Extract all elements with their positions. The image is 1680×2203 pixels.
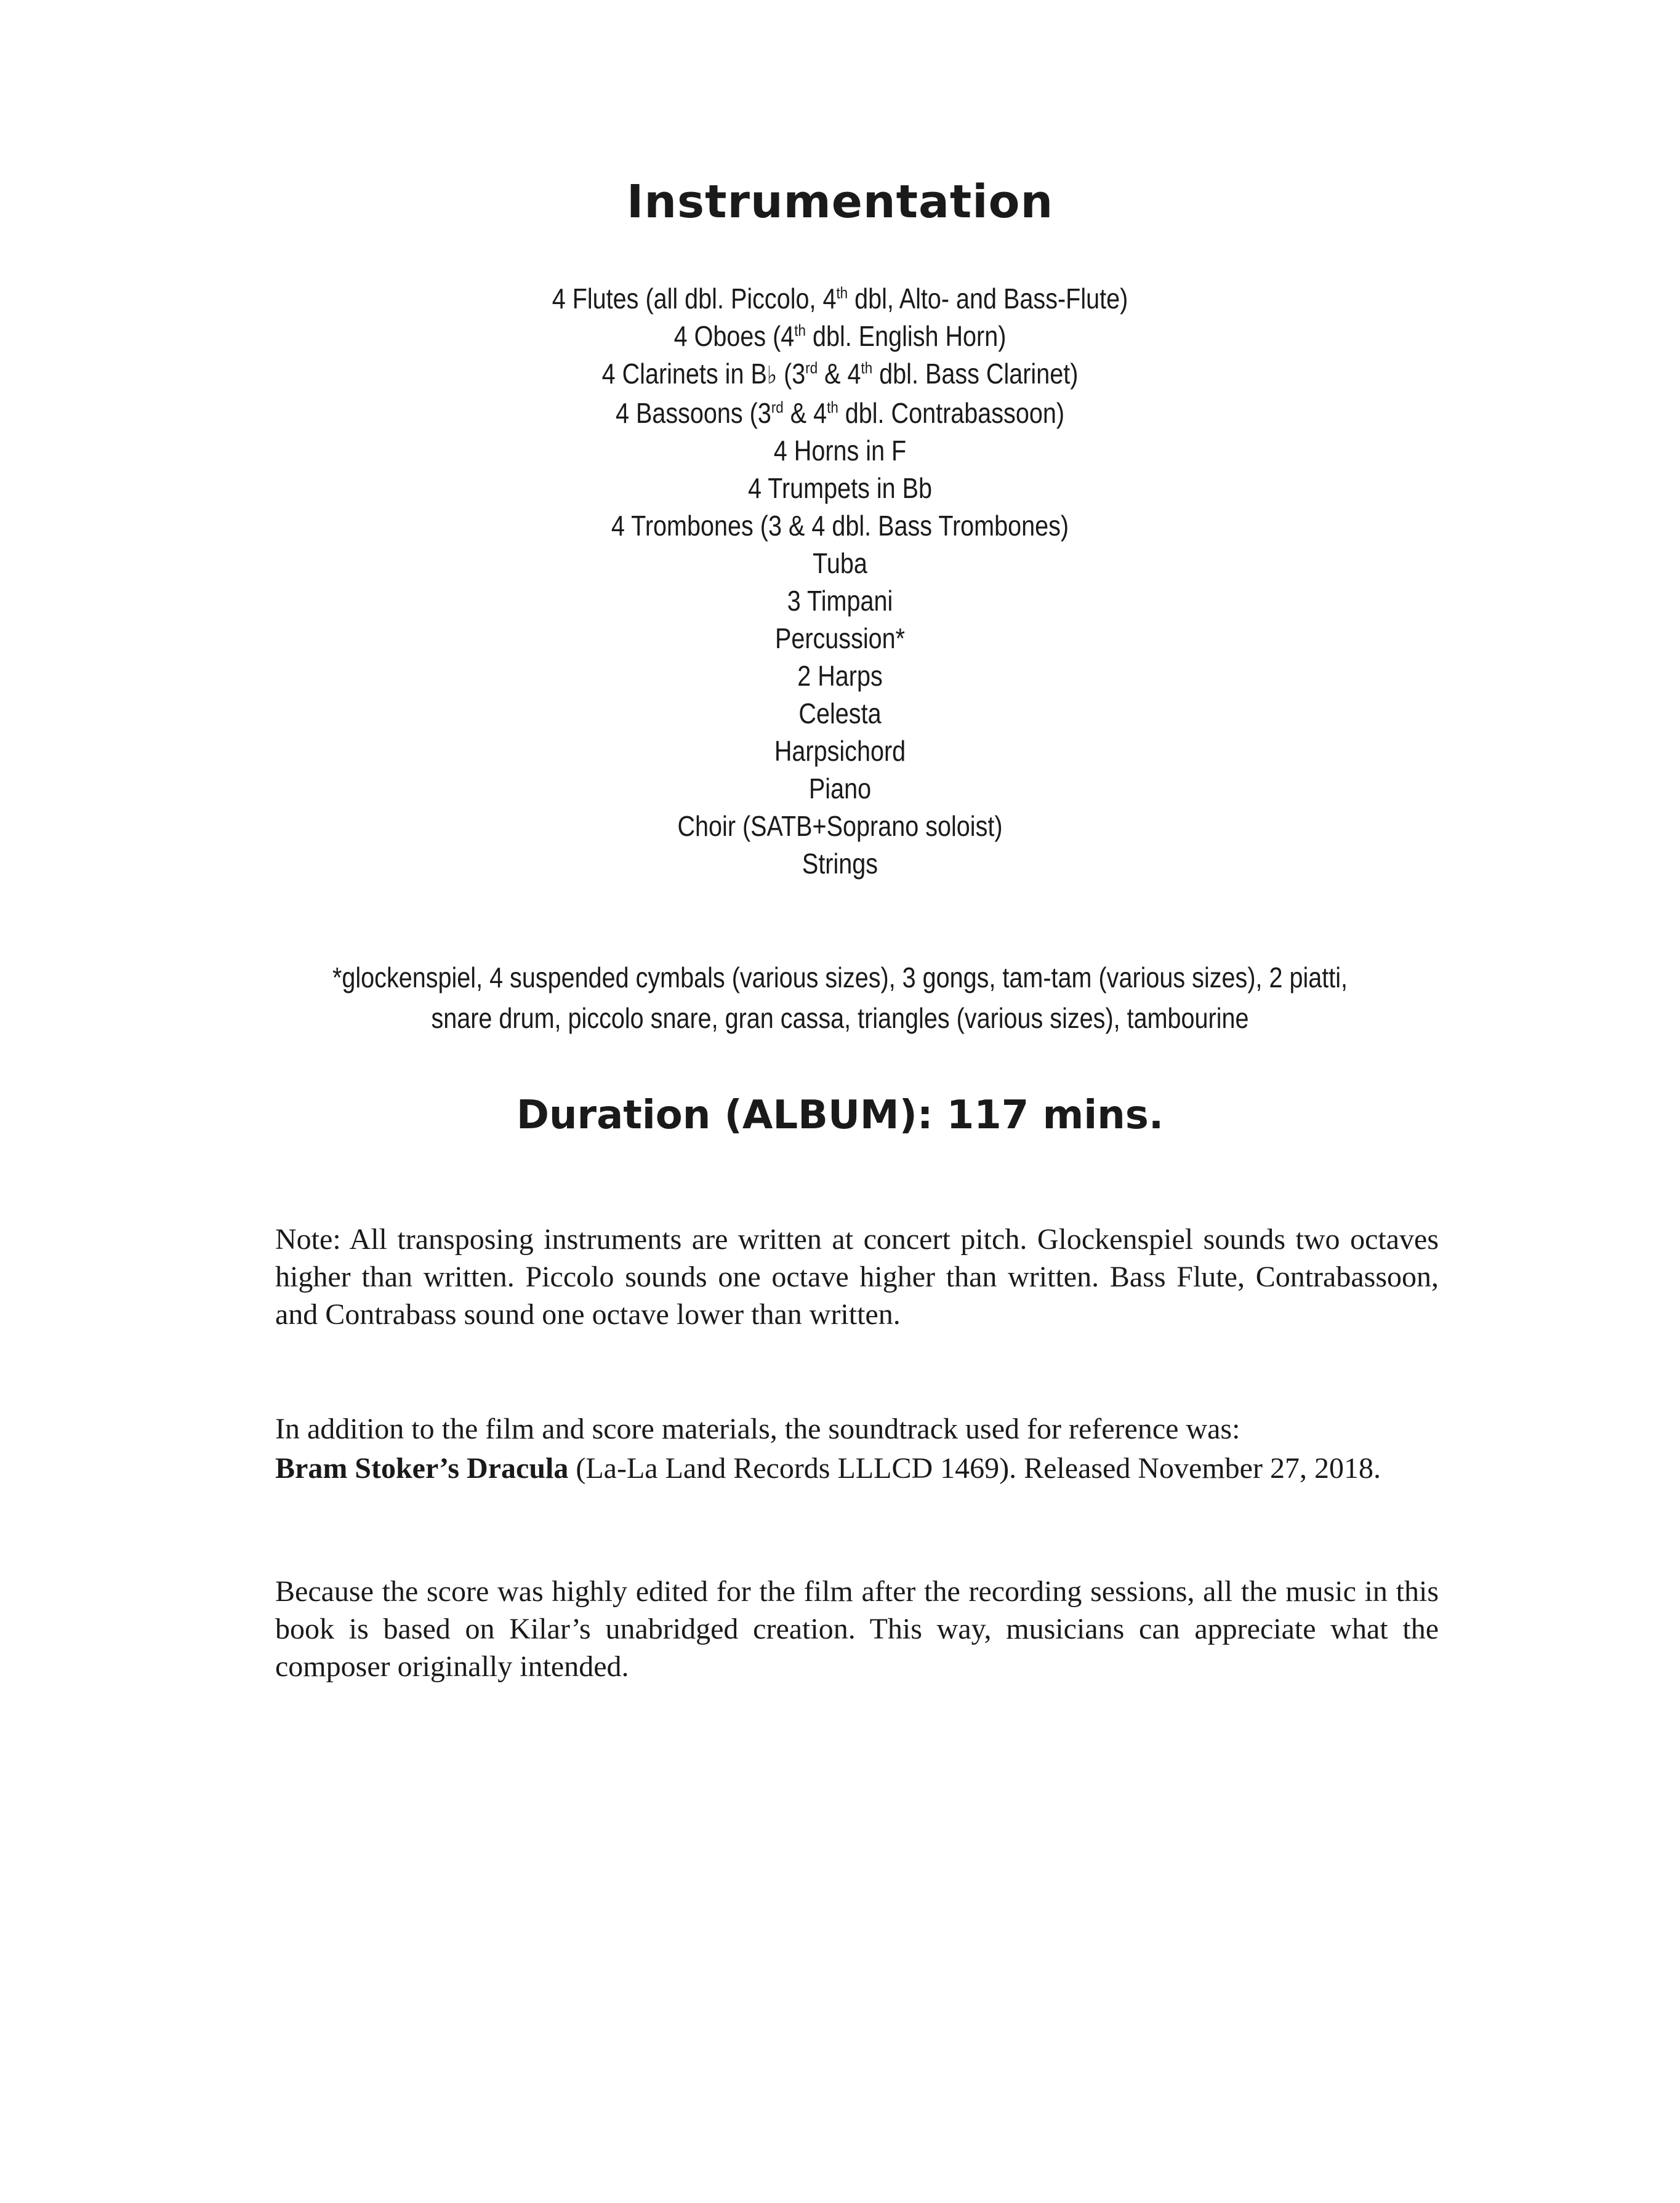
instrument-harpsichord: Harpsichord <box>774 735 906 767</box>
reference-paragraph <box>275 1410 1439 1488</box>
instrument-choir: Choir (SATB+Soprano soloist) <box>677 810 1003 842</box>
duration-heading: Duration (ALBUM): 117 mins. <box>516 1093 1164 1138</box>
instrument-list <box>118 280 1562 883</box>
instrument-horns: 4 Horns in F <box>773 435 907 467</box>
instrument-flutes: 4 Flutes (all dbl. Piccolo, 4th dbl, Alto- and Bass-Flute) <box>552 283 1128 315</box>
percussion-line-1: *glockenspiel, 4 suspended cymbals (various sizes), 3 gongs, tam-tam (various sizes), 2 piatti, <box>332 961 1348 993</box>
instrument-piano: Piano <box>808 772 872 805</box>
instrument-timpani: 3 Timpani <box>787 585 893 617</box>
instrument-harps: 2 Harps <box>797 660 883 692</box>
instrument-celesta: Celesta <box>798 697 882 729</box>
percussion-line-2: snare drum, piccolo snare, gran cassa, triangles (various sizes), tambourine <box>431 1002 1249 1034</box>
instrument-oboes: 4 Oboes (4th dbl. English Horn) <box>673 320 1007 352</box>
instrument-bassoons: 4 Bassoons (3rd & 4th dbl. Contrabassoon) <box>615 397 1065 429</box>
percussion-footnote <box>118 957 1562 1038</box>
note-label: Note <box>275 1223 333 1256</box>
instrument-trumpets: 4 Trumpets in Bb <box>747 472 933 504</box>
flat-sign: ♭ <box>766 361 778 390</box>
instrument-tuba: Tuba <box>813 547 867 579</box>
transposition-note <box>275 1221 1439 1333</box>
instrument-trombones: 4 Trombones (3 & 4 dbl. Bass Trombones) <box>611 510 1069 542</box>
page-title: Instrumentation <box>626 175 1054 228</box>
album-details: (La-La Land Records LLLCD 1469). Released November 27, 2018. <box>568 1452 1381 1485</box>
instrument-strings: Strings <box>802 848 878 880</box>
note-text: : All transposing instruments are written at concert pitch. Glockenspiel sounds two octaves higher than written. Piccolo sounds one octave higher than written. Bass Flute, Contrabassoon, and Contrabass sound one octave lower than written. <box>275 1223 1439 1331</box>
instrument-percussion: Percussion* <box>774 622 906 654</box>
instrument-clarinets: 4 Clarinets in B♭ (3rd & 4th dbl. Bass Clarinet) <box>601 358 1079 390</box>
closing-paragraph: Because the score was highly edited for the film after the recording sessions, all the music in this book is based on Kilar’s unabridged creation. This way, musicians can appreciate what the composer originally intended. <box>275 1575 1439 1683</box>
album-title: Bram Stoker’s Dracula <box>275 1452 569 1485</box>
reference-intro: In addition to the film and score materials, the soundtrack used for reference was: <box>275 1413 1240 1445</box>
